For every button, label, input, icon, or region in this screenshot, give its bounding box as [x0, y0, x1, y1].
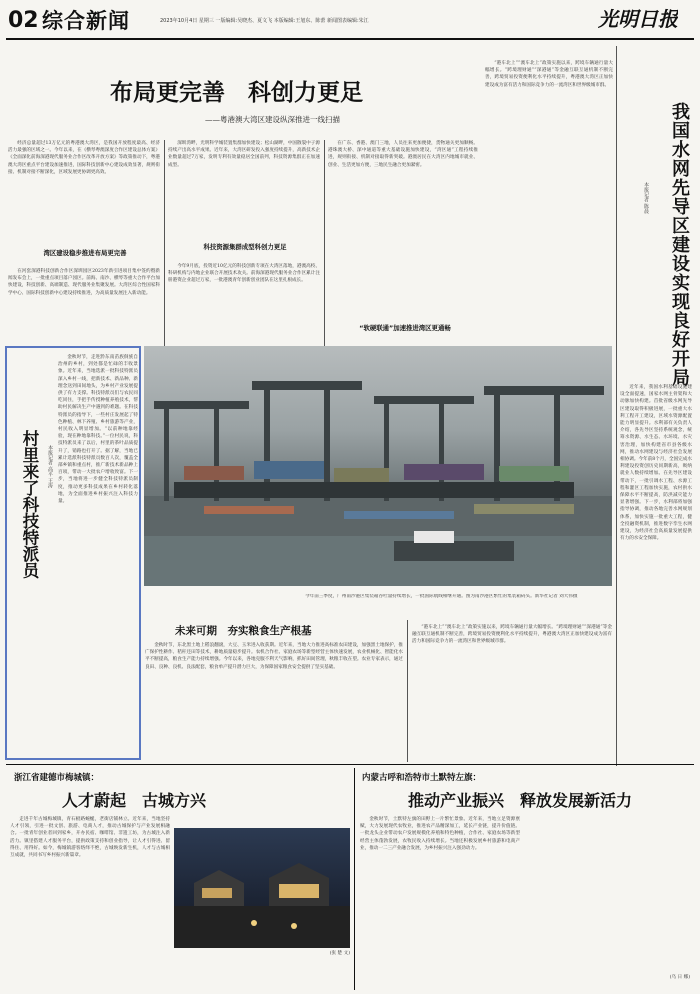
column-divider: [407, 620, 408, 762]
port-photo-illustration: [144, 346, 612, 586]
town-photo: [174, 828, 350, 948]
lead-column-2b: 今年9月底，投资近10亿元的科技创新专项在大湾区落地，港澳高校、科研机构与内地企业联合开展技术攻关。前海深港现代服务业合作区累计注册港资企业超过万家，一批港澳青年创新创业团队在这里扎根成长。: [168, 264, 320, 284]
port-photo: [144, 346, 612, 586]
bottom-left-text-2: [176, 955, 350, 985]
lead-column-1b: 在河套深港科技创新合作区深圳园区2023年新引进项目集中签约暨新闻发布会上，一批重点项目落户园区。前海、南沙、横琴等重大合作平台加快建设，科技创新、高端制造、现代服务业集聚发展。大湾区综合性国家科学中心、国际科技创新中心建设持续推进，为高质量发展注入新动能。: [8, 269, 160, 296]
column-divider: [164, 140, 165, 346]
lead-subtitle: ——粤港澳大湾区建设纵深推进一线扫描: [205, 115, 340, 124]
mid-right-column: “港车北上”“澳车北上”政策实施以来，跨境车辆通行量大幅增长。“跨境理财通”“深港通”等金融互联互通机制不断完善，跨境贸易投资便利化水平持续提升，粤港澳大湾区正加快建设成为富有活力和国际竞争力的一流湾区和世界级城市群。: [412, 625, 612, 645]
town-photo-illustration: [174, 828, 350, 948]
mid-story-title: 未来可期 夯实粮食生产根基: [175, 625, 312, 637]
bottom-right-text-2: [526, 816, 692, 984]
header-meta: 2023年10月4日 星期三 一版编辑:吴晓杰、夏文飞 本版编辑:王旭东、陈蕾 新闻图表编辑:朱江: [160, 18, 369, 24]
bottom-right-caption: (乌 日 娜): [669, 975, 690, 980]
left-story-text: 金秋时节，走进黔东南苗族侗族自治州的乡村，到处都是忙碌的丰收景象。近年来，当地选派一批科技特派员深入乡村一线，把新技术、新品种、新理念送到田间地头，为乡村产业发展提供了有力支撑。科技特派员们与农民同吃同住，手把手传授种植养殖技术，帮助村民解决生产中遇到的难题。在科技特派员的指导下，一些村庄发展起了特色种植、林下养殖、乡村旅游等产业，村民收入明显增加。“以前种地靠经验，现在种地靠科技。”一位村民说，科技特派员来了以后，村里的茶叶品质提升了，销路也打开了。据了解，当地已累计选派科技特派员数百人次，覆盖全部乡镇和重点村，推广新技术新品种上百项，带动一大批农户增收致富。下一步，当地将进一步健全科技特派员制度，推动更多科技成果在乡村转化落地，为全面推进乡村振兴注入科技力量。: [58, 355, 138, 505]
right-story-text-top: [620, 56, 648, 376]
bottom-section-rule: [6, 764, 694, 765]
right-story-title: 我国水网先导区建设实现良好开局: [669, 102, 690, 387]
bottom-left-text: 走进千年古城梅城镇，青石板路蜿蜒，老街店铺林立。近年来，当地坚持人才引领，引进一批文创、旅游、电商人才，推动古城保护与产业发展相融合。一批青年创业者回到家乡，开办民宿、咖啡馆、非遗工坊，为古城注入新活力。镇里搭建人才服务平台，提供政策支持和创业指导，让人才引得进、留得住、用得好。如今，梅城镇游客络绎不绝，古城焕发新生机，人才与古城相互成就，共同书写乡村振兴新篇章。: [10, 817, 170, 859]
left-story-byline: 本报记者 高平 王涛: [47, 445, 53, 489]
lead-subhead-2: 科技资源集群成型科创力更足: [203, 243, 287, 251]
mid-story-text: 金秋时节，东北黑土地上稻浪翻滚，大豆、玉米进入收获期。近年来，当地大力推进高标准农田建设，加强黑土地保护，推广保护性耕作、秸秆还田等技术，耕地质量稳步提升。农机合作社、家庭农场等新型经营主体快速发展，农业机械化、智能化水平不断提高，粮食生产能力持续增强。今年以来，各地克服不利天气影响，抓好田间管理，秋粮丰收在望。农业专家表示，通过良田、良种、良机、良法配套，粮食单产提升潜力巨大，为保障国家粮食安全提供了坚实基础。: [145, 643, 403, 670]
page-number: 02: [8, 8, 39, 33]
section-name: 综合新闻: [42, 8, 130, 33]
lead-subhead-1: 湾区建设稳步推进布局更完善: [43, 249, 127, 257]
lead-subhead-3: “软硬联通”加速推进湾区更通畅: [359, 324, 451, 332]
lead-column-2a: 深圳湾畔，光明科学城装置集群加快建设；松山湖畔，中国散裂中子源持续产出高水平成果。近年来，大湾区研发投入强度持续提升，高新技术企业数量超过7万家，发明专利有效量稳居全国前列，科技资源集群正在加速成型。: [168, 141, 320, 168]
photo-caption: 今年前三季度，广州南沙港区集装箱吞吐量持续增长，一批国际航线相继开通。图为南沙港区繁忙的集装箱码头。新华社记者 刘大伟摄: [305, 594, 578, 599]
bottom-right-headline: 推动产业振兴 释放发展新活力: [408, 791, 633, 810]
left-story-title: 村里来了科技特派员: [20, 430, 39, 579]
right-story-byline: 本报记者 陈晨: [643, 182, 649, 214]
bottom-left-kicker: 浙江省建德市梅城镇：: [14, 773, 100, 783]
lead-title: 布局更完善 科创力更足: [110, 79, 363, 106]
page-header: [0, 0, 700, 40]
lead-column-3a: 在广东、香港、澳门三地，人员往来更加便捷，货物通关更加顺畅。港珠澳大桥、深中通道等重大基础设施加快建设，“湾区通”工程持续推进，规则衔接、机制对接取得新突破。港澳居民在大湾区内地城市就业、创业、生活更加方便，三地民生融合更加紧密。: [328, 141, 478, 168]
bottom-right-text: 金秋时节，土默特左旗的田野上一片繁忙景象。近年来，当地立足资源禀赋，大力发展现代农牧业，推进农产品精深加工，延长产业链，提升价值链。一批龙头企业带动农户发展规模化养殖和特色种植，合作社、家庭农场等新型经营主体蓬勃发展，农牧民收入持续增长。当地还积极发展乡村旅游和电商产业，推动一二三产业融合发展，为乡村振兴注入强劲动力。: [360, 817, 520, 851]
bottom-left-caption: (张 楚 文): [329, 951, 350, 956]
right-story-text: 近年来，我国水利基础设施建设全面提速，国家水网主骨架和大动脉加快构建。首批省级水网先导区建设取得积极进展，一批重大水利工程开工建设，区域水资源配置能力明显提升。水利部有关负责人介绍，各先导区坚持系统观念，统筹水资源、水生态、水环境、水灾害治理，加快构建省市县各级水网，推动水网建设与经济社会发展相协调。今年前8个月，全国完成水利建设投资创历史同期新高，吸纳就业人数持续增加。在先导区建设带动下，一批引调水工程、水源工程和灌区工程加快实施，农村供水保障水平不断提高，防洪减灾能力显著增强。下一步，水利部将加强指导协调，推动各地完善水网规划体系，加快实施一批重大工程，健全投融资机制，推进数字孪生水网建设，为经济社会高质量发展提供有力的水安全保障。: [620, 385, 692, 542]
lead-column-4: “港车北上”“澳车北上”政策实施以来，跨境车辆通行量大幅增长。“跨境理财通”“深港通”等金融互联互通机制不断完善，跨境贸易投资便利化水平持续提升，粤港澳大湾区正加快建设成为富有活力和国际竞争力的一流湾区和世界级城市群。: [485, 61, 613, 88]
header-rule: [6, 38, 694, 40]
lead-column-1a: 经济总量超过13万亿元的粤港澳大湾区，是我国开放程度最高、经济活力最强的区域之一。今年以来，在《横琴粤澳深度合作区建设总体方案》《全面深化前海深港现代服务业合作区改革开放方案》等政策推动下，粤港澳大湾区重点平台建设加速推进，国际科技创新中心建设成效显著，规则衔接、机制对接不断深化，区域发展更协调更高效。: [8, 141, 160, 175]
bottom-divider: [354, 768, 355, 990]
right-column-rule: [616, 46, 617, 766]
bottom-right-kicker: 内蒙古呼和浩特市土默特左旗：: [362, 773, 482, 783]
column-divider: [324, 140, 325, 346]
masthead-logo: 光明日报: [598, 7, 678, 31]
bottom-left-headline: 人才蔚起 古城方兴: [62, 791, 207, 810]
